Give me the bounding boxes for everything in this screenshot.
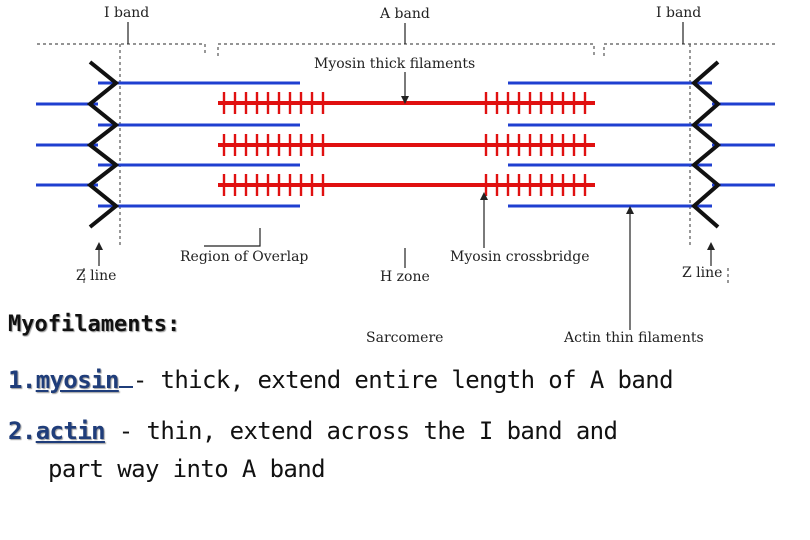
- list-item-myosin: [8, 364, 673, 394]
- list-item-actin: [8, 417, 617, 445]
- term-actin: actin: [35, 417, 105, 445]
- item-description: - thin, extend across the I band and: [104, 417, 618, 445]
- sarcomere-label: Sarcomere: [366, 330, 444, 346]
- heading: Myofilaments:: [8, 312, 181, 337]
- z-line-right: [694, 62, 718, 227]
- z-line-right-label: Z line: [682, 265, 723, 281]
- term-myosin: myosin: [35, 366, 119, 394]
- underline-blank: [119, 364, 133, 388]
- myosin-crossbridge-label: Myosin crossbridge: [450, 249, 590, 265]
- overlap-pointer: [204, 228, 260, 246]
- z-line-left: [90, 62, 116, 227]
- i-band-right-label: I band: [656, 5, 702, 21]
- item-description: - thick, extend entire length of A band: [132, 366, 673, 394]
- i-band-left-label: I band: [104, 5, 150, 21]
- item-number: 1.: [8, 366, 36, 394]
- a-band-label: A band: [380, 6, 430, 22]
- list-item-actin-continued: part way into A band: [48, 455, 325, 483]
- actin-thin-label: Actin thin filaments: [564, 330, 704, 346]
- myosin-thick-label: Myosin thick filaments: [314, 56, 476, 72]
- myosin-filaments: [218, 103, 595, 185]
- region-overlap-label: Region of Overlap: [180, 249, 309, 265]
- a-band-bracket: [218, 44, 594, 56]
- item-number: 2.: [8, 417, 36, 445]
- z-line-left-label: Z line: [76, 268, 117, 284]
- h-zone-label: H zone: [380, 269, 430, 285]
